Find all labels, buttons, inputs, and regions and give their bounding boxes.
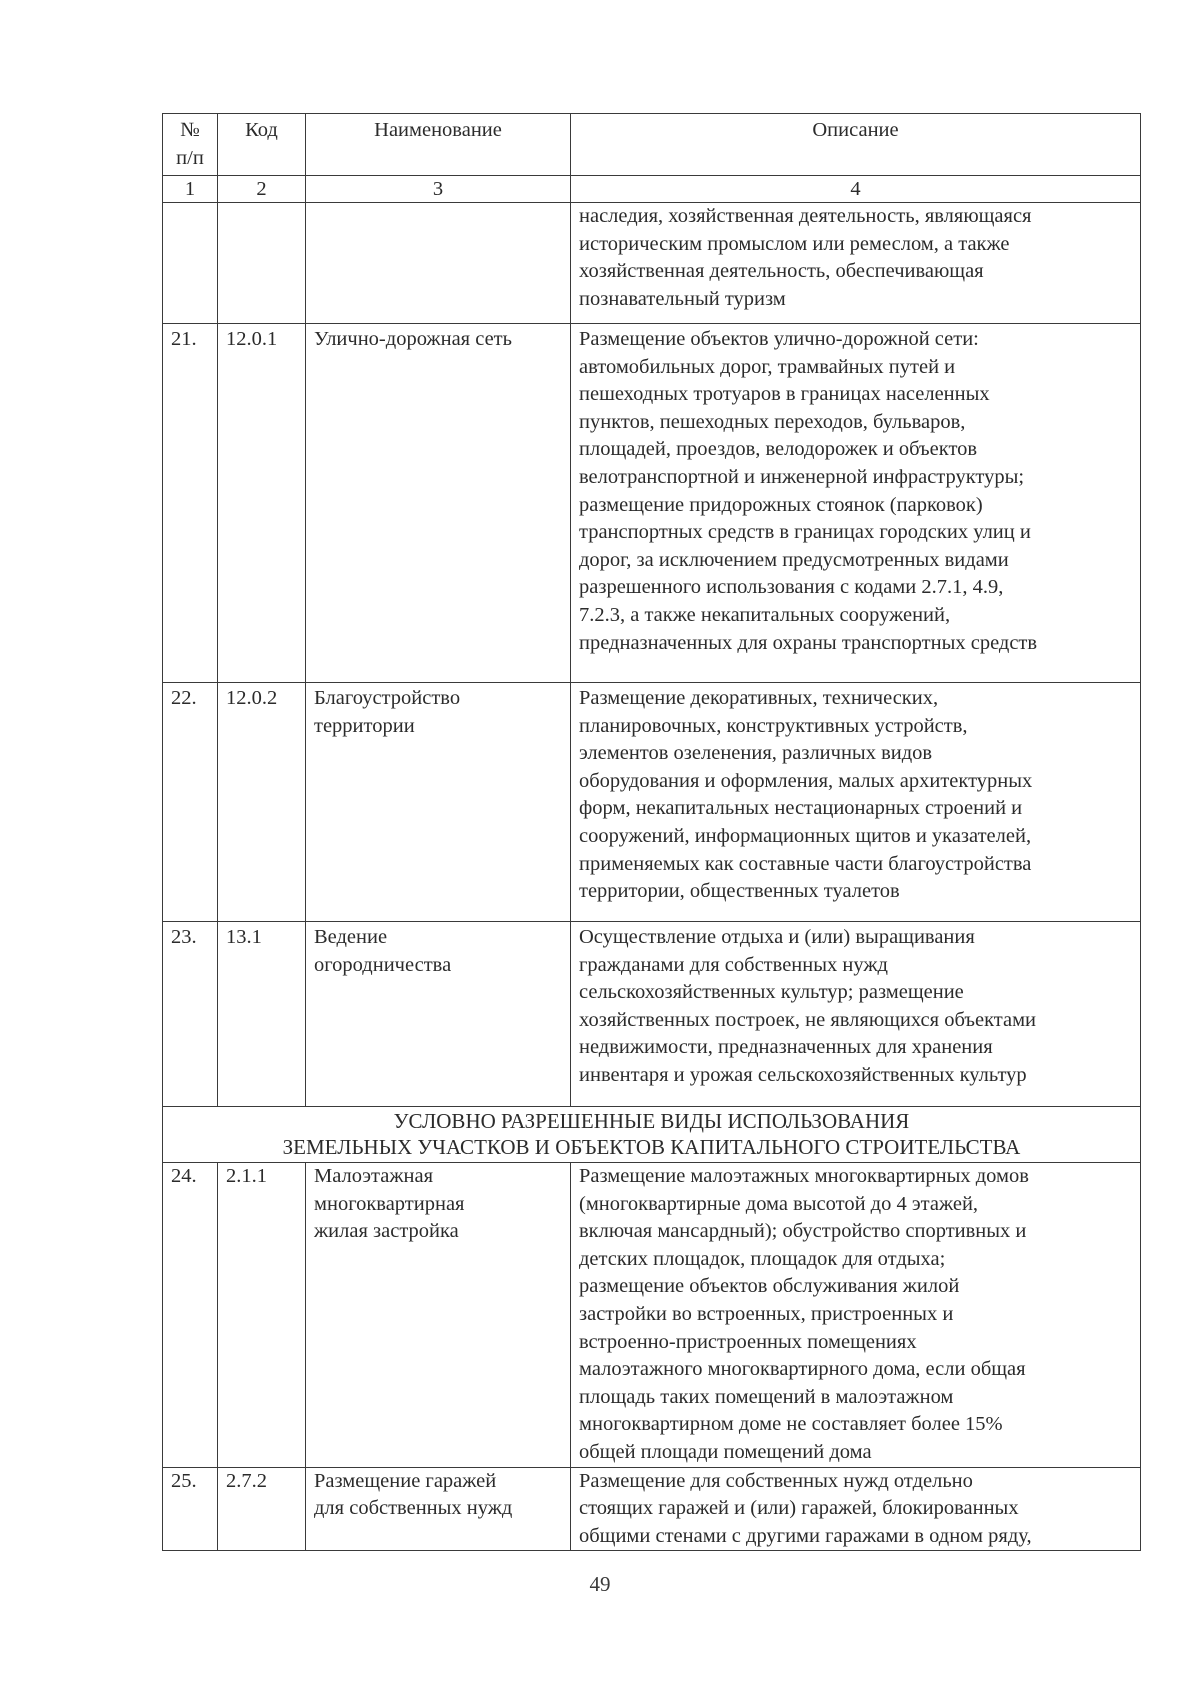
row-description: Осуществление отдыха и (или) выращивания гражданами для собственных нужд сельскохозяйственных культур; размещение хозяйственных построек, не являющихся объектами недвижимости, предназначенных для хранения инвентаря и урожая сельскохозяйственных культур (571, 922, 1141, 1107)
row-code (218, 203, 306, 324)
column-index-row (163, 176, 1141, 203)
table-header-row (163, 114, 1141, 176)
column-index: 3 (306, 176, 571, 203)
row-code: 2.7.2 (218, 1467, 306, 1551)
row-description: Размещение для собственных нужд отдельно стоящих гаражей и (или) гаражей, блокированных общими стенами с другими гаражами в одном ряду, (571, 1467, 1141, 1551)
row-number: 22. (163, 683, 218, 922)
row-number: 25. (163, 1467, 218, 1551)
table-row (163, 683, 1141, 922)
row-number (163, 203, 218, 324)
row-name: Малоэтажная многоквартирная жилая застройка (306, 1163, 571, 1468)
table-row (163, 922, 1141, 1107)
row-description: Размещение объектов улично-дорожной сети: автомобильных дорог, трамвайных путей и пешеходных тротуаров в границах населенных пунктов, пешеходных переходов, бульваров, площадей, проездов, велодорожек и объектов велотранспортной и инженерной инфраструктуры; размещение придорожных стоянок (парковок) транспортных средств в границах городских улиц и дорог, за исключением предусмотренных видами разрешенного использования с кодами 2.7.1, 4.9, 7.2.3, а также некапитальных сооружений, предназначенных для охраны транспортных средств (571, 324, 1141, 683)
row-name (306, 203, 571, 324)
row-code: 2.1.1 (218, 1163, 306, 1468)
row-name: Размещение гаражей для собственных нужд (306, 1467, 571, 1551)
header-number: № п/п (163, 114, 218, 176)
header-name: Наименование (306, 114, 571, 176)
row-code: 13.1 (218, 922, 306, 1107)
row-description: Размещение малоэтажных многоквартирных домов (многоквартирные дома высотой до 4 этажей, включая мансардный); обустройство спортивных и детских площадок, площадок для отдыха; размещение объектов обслуживания жилой застройки во встроенных, пристроенных и встроенно-пристроенных помещениях малоэтажного многоквартирного дома, если общая площадь таких помещений в малоэтажном многоквартирном доме не составляет более 15% общей площади помещений дома (571, 1163, 1141, 1468)
page-number: 49 (589, 1572, 611, 1596)
land-use-table (162, 113, 1141, 1551)
header-description: Описание (571, 114, 1141, 176)
row-code: 12.0.2 (218, 683, 306, 922)
column-index: 4 (571, 176, 1141, 203)
row-code: 12.0.1 (218, 324, 306, 683)
row-name: Благоустройство территории (306, 683, 571, 922)
row-description: наследия, хозяйственная деятельность, являющаяся историческим промыслом или ремеслом, а также хозяйственная деятельность, обеспечивающая познавательный туризм (571, 203, 1141, 324)
column-index: 1 (163, 176, 218, 203)
row-name: Улично-дорожная сеть (306, 324, 571, 683)
column-index: 2 (218, 176, 306, 203)
table-row (163, 203, 1141, 324)
header-code: Код (218, 114, 306, 176)
row-name: Ведение огородничества (306, 922, 571, 1107)
section-heading-row (163, 1107, 1141, 1163)
row-number: 21. (163, 324, 218, 683)
table-row (163, 324, 1141, 683)
section-heading: УСЛОВНО РАЗРЕШЕННЫЕ ВИДЫ ИСПОЛЬЗОВАНИЯ ЗЕМЕЛЬНЫХ УЧАСТКОВ И ОБЪЕКТОВ КАПИТАЛЬНОГО СТРОИТЕЛЬСТВА (163, 1107, 1141, 1163)
table-row (163, 1467, 1141, 1551)
row-number: 23. (163, 922, 218, 1107)
row-description: Размещение декоративных, технических, планировочных, конструктивных устройств, элементов озеленения, различных видов оборудования и оформления, малых архитектурных форм, некапитальных нестационарных строений и сооружений, информационных щитов и указателей, применяемых как составные части благоустройства территории, общественных туалетов (571, 683, 1141, 922)
row-number: 24. (163, 1163, 218, 1468)
table-row (163, 1163, 1141, 1468)
